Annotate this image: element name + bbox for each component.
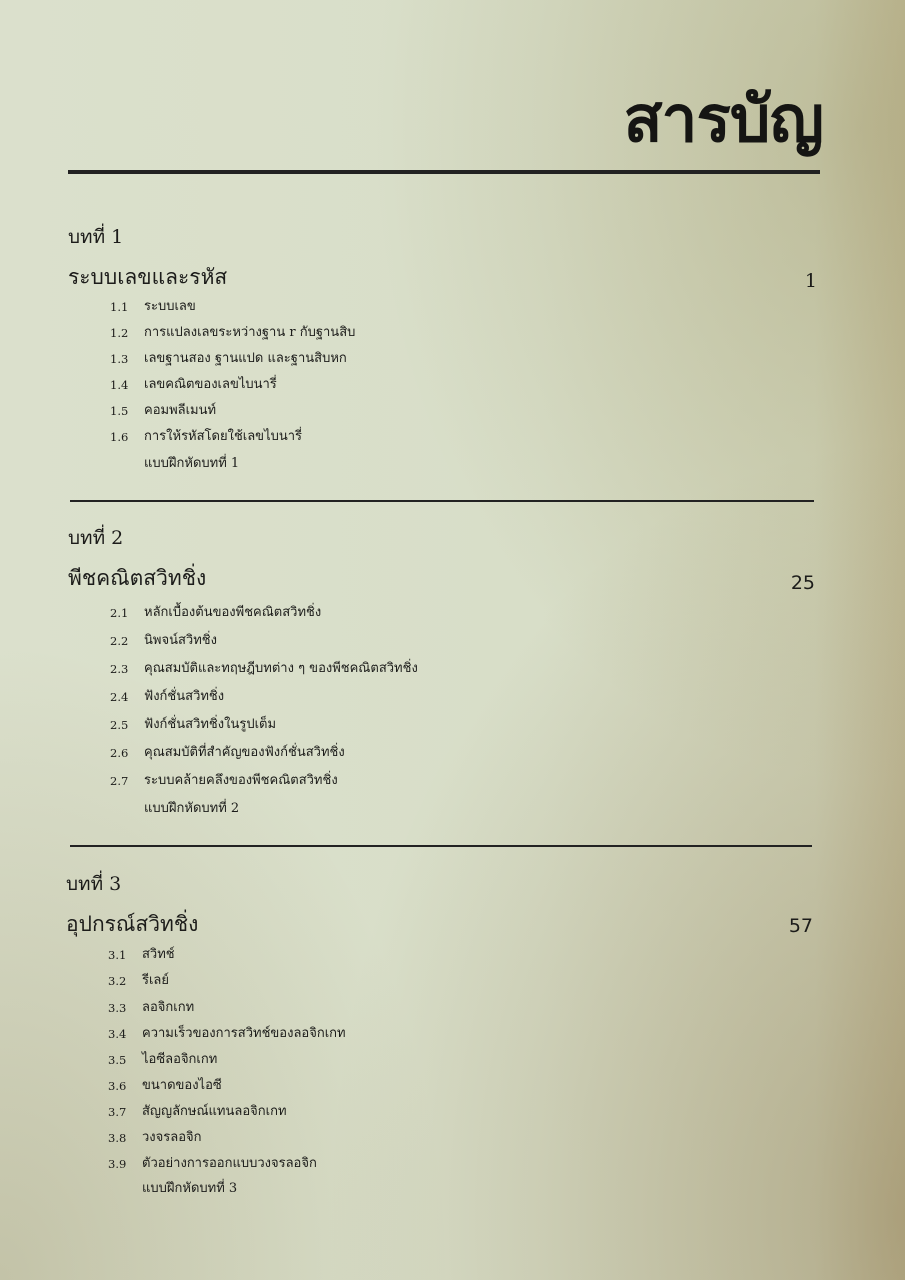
- section-title: ระบบคล้ายคลึงของพีชคณิตสวิทชิ่ง: [144, 773, 338, 788]
- section-number: 2.7: [110, 774, 129, 788]
- section-title: สวิทช์: [142, 947, 175, 962]
- section-title: นิพจน์สวิทชิ่ง: [144, 633, 217, 648]
- section-title: คุณสมบัติที่สำคัญของฟังก์ชั่นสวิทชิ่ง: [144, 745, 345, 760]
- section-title: ตัวอย่างการออกแบบวงจรลอจิก: [142, 1156, 317, 1171]
- section-title: การให้รหัสโดยใช้เลขไบนารี่: [144, 429, 303, 444]
- section-number: 3.9: [108, 1157, 127, 1171]
- chapter-divider: [70, 845, 812, 847]
- chapter-page-number: 57: [788, 915, 813, 937]
- title-rule: [68, 170, 820, 174]
- exercise-entry: แบบฝึกหัดบทที่ 3: [142, 1181, 238, 1196]
- section-title: คุณสมบัติและทฤษฎีบทต่าง ๆ ของพีชคณิตสวิทชิ่ง: [144, 661, 418, 676]
- section-title: ขนาดของไอซี: [142, 1078, 222, 1093]
- chapter-divider: [70, 500, 814, 502]
- chapter-title: พีชคณิตสวิทชิ่ง: [68, 566, 207, 590]
- section-number: 1.1: [110, 300, 129, 314]
- section-number: 2.4: [110, 690, 129, 704]
- section-title: ฟังก์ชั่นสวิทชิ่ง: [144, 689, 225, 704]
- section-number: 2.2: [110, 634, 129, 648]
- section-title: ความเร็วของการสวิทช์ของลอจิกเกท: [142, 1026, 346, 1041]
- page-title: สารบัญ: [623, 83, 823, 157]
- section-title: รีเลย์: [142, 973, 170, 988]
- section-title: ฟังก์ชั่นสวิทชิ่งในรูปเต็ม: [144, 717, 277, 732]
- section-title: การแปลงเลขระหว่างฐาน r กับฐานสิบ: [144, 325, 356, 340]
- chapter-title: ระบบเลขและรหัส: [68, 265, 228, 289]
- section-number: 3.3: [108, 1001, 127, 1015]
- section-number: 2.3: [110, 662, 129, 676]
- chapter-page-number: 1: [804, 270, 817, 292]
- section-number: 3.4: [108, 1027, 127, 1041]
- section-number: 2.5: [110, 718, 129, 732]
- section-number: 1.6: [110, 430, 129, 444]
- section-number: 2.6: [110, 746, 129, 760]
- section-number: 2.1: [110, 606, 129, 620]
- section-title: คอมพลีเมนท์: [144, 403, 217, 418]
- section-number: 3.6: [108, 1079, 127, 1093]
- chapter-title: อุปกรณ์สวิทชิ่ง: [66, 912, 199, 936]
- section-title: เลขคณิตของเลขไบนารี่: [144, 377, 277, 392]
- exercise-entry: แบบฝึกหัดบทที่ 1: [144, 456, 240, 471]
- chapter-number-label: บทที่ 2: [68, 527, 124, 549]
- section-title: ไอซีลอจิกเกท: [142, 1052, 218, 1067]
- chapter-number-label: บทที่ 1: [68, 226, 124, 248]
- section-number: 3.1: [108, 948, 127, 962]
- section-title: ลอจิกเกท: [142, 1000, 195, 1015]
- section-title: ระบบเลข: [144, 299, 196, 314]
- exercise-entry: แบบฝึกหัดบทที่ 2: [144, 801, 240, 816]
- section-number: 3.7: [108, 1105, 127, 1119]
- chapter-number-label: บทที่ 3: [66, 873, 122, 895]
- section-number: 3.5: [108, 1053, 127, 1067]
- section-title: เลขฐานสอง ฐานแปด และฐานสิบหก: [144, 351, 347, 366]
- section-number: 1.3: [110, 352, 129, 366]
- section-number: 1.4: [110, 378, 129, 392]
- section-title: หลักเบื้องต้นของพีชคณิตสวิทชิ่ง: [144, 605, 322, 620]
- section-title: วงจรลอจิก: [142, 1130, 202, 1145]
- section-number: 3.8: [108, 1131, 127, 1145]
- section-number: 1.5: [110, 404, 129, 418]
- section-number: 1.2: [110, 326, 129, 340]
- section-number: 3.2: [108, 974, 127, 988]
- chapter-page-number: 25: [790, 572, 815, 594]
- section-title: สัญญลักษณ์แทนลอจิกเกท: [142, 1104, 287, 1119]
